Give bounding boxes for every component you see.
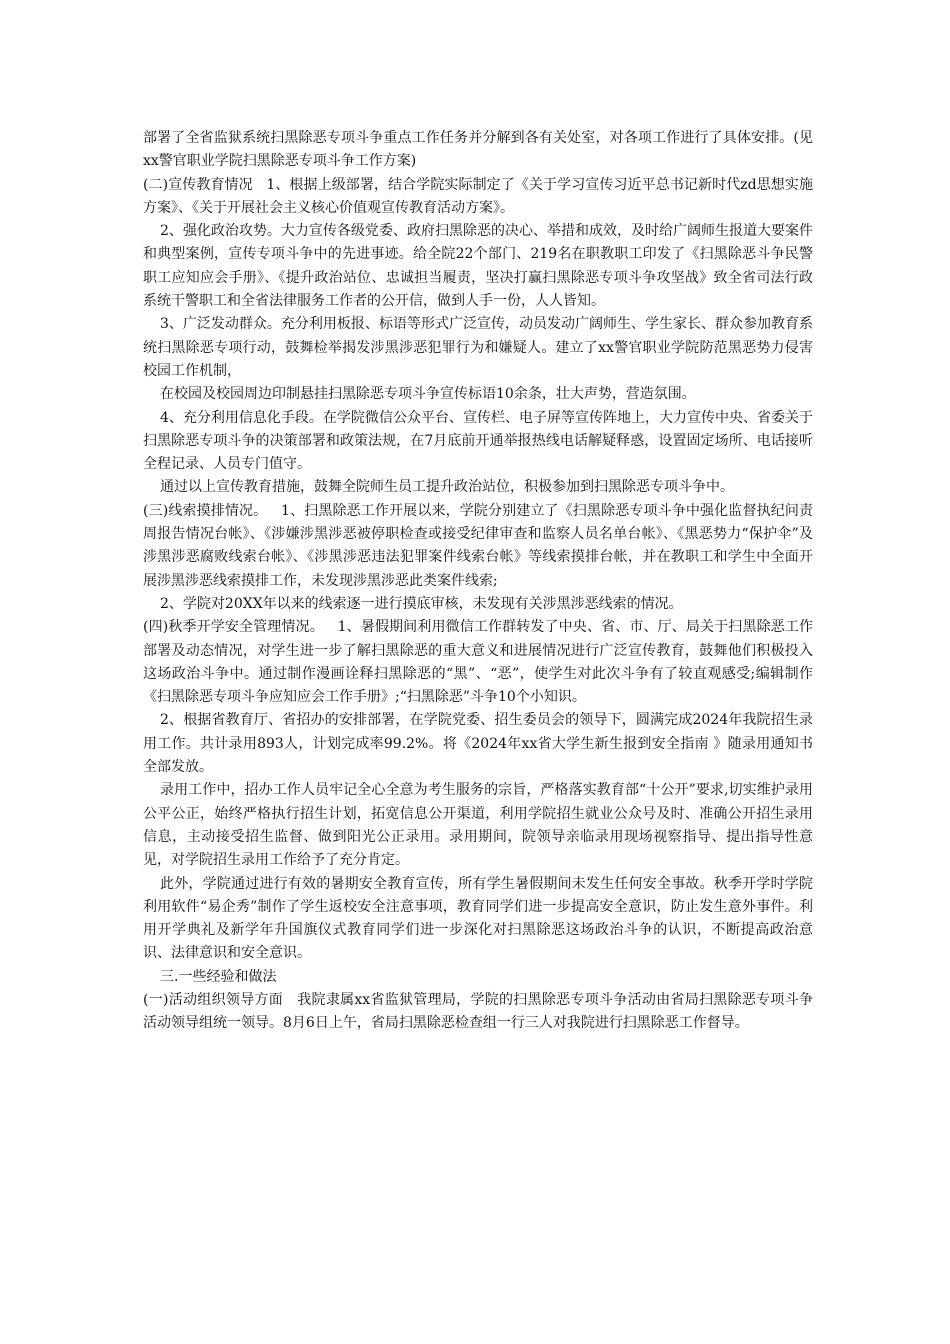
paragraph: 部署了全省监狱系统扫黑除恶专项斗争重点工作任务并分解到各有关处室，对各项工作进行了具体安排。(见xx警官职业学院扫黑除恶专项斗争工作方案) [143,130,813,170]
document-body [143,127,813,1036]
paragraph: 2、学院对20XX年以来的线索逐一进行摸底审核，未发现有关涉黑涉恶线索的情况。 [160,595,683,612]
section-heading-experience: 三.一些经验和做法 [160,968,277,985]
paragraph: 3、广泛发动群众。充分利用板报、标语等形式广泛宣传，动员发动广阔师生、学生家长、群众参加教育系统扫黑除恶专项行动，鼓舞检举揭发涉黑涉恶犯罪行为和嫌疑人。建立了xx警官职业学院防范黑恶势力侵害校园工作机制， [143,316,813,379]
section-heading-publicity: (二)宣传教育情况 1、根据上级部署，结合学院实际制定了《关于学习宣传习近平总书记新时代zd思想实施方案》、《关于开展社会主义核心价值观宣传教育活动方案》。 [143,176,813,216]
paragraph: 录用工作中，招办工作人员牢记全心全意为考生服务的宗旨，严格落实教育部“十公开”要求,切实维护录用公平公正，始终严格执行招生计划，拓宽信息公开渠道，利用学院招生就业公众号及时、准确公开招生录用信息，主动接受招生监督、做到阳光公正录用。录用期间，院领导亲临录用现场视察指导、提出指导性意见，对学院招生录用工作给予了充分肯定。 [143,782,813,869]
paragraph: 此外，学院通过进行有效的暑期安全教育宣传，所有学生暑假期间未发生任何安全事故。秋季开学时学院利用软件“易企秀”制作了学生返校安全注意事项，教育同学们进一步提高安全意识，防止发生意外事件。利用开学典礼及新学年升国旗仪式教育同学们进一步深化对扫黑除恶这场政治斗争的认识，不断提高政治意识、法律意识和安全意识。 [143,875,813,962]
paragraph: 2、强化政治攻势。大力宣传各级党委、政府扫黑除恶的决心、举措和成效，及时给广阔师生报道大要案件和典型案例，宣传专项斗争中的先进事迹。给全院22个部门、219名在职教职工印发了《扫黑除恶斗争民警职工应知应会手册》、《提升政治站位、忠诚担当履责，坚决打赢扫黑除恶专项斗争攻坚战》致全省司法行政系统干警职工和全省法律服务工作者的公开信，做到人手一份，人人皆知。 [143,223,813,310]
paragraph: 通过以上宣传教育措施，鼓舞全院师生员工提升政治站位，积极参加到扫黑除恶专项斗争中。 [160,479,734,496]
paragraph: 在校园及校园周边印制悬挂扫黑除恶专项斗争宣传标语10余条，壮大声势，营造氛围。 [160,386,696,403]
paragraph: 4、充分利用信息化手段。在学院微信公众平台、宣传栏、电子屏等宣传阵地上，大力宣传中央、省委关于扫黑除恶专项斗争的决策部署和政策法规，在7月底前开通举报热线电话解疑释惑，设置固定场所、电话接听全程记录、人员专门值守。 [143,409,813,473]
section-heading-clues: (三)线索摸排情况。 1、扫黑除恶工作开展以来，学院分别建立了《扫黑除恶专项斗争中强化监督执纪问责周报告情况台帐》、《涉嫌涉黑涉恶被停职检查或接受纪律审查和监察人员名单台帐》、《黑恶势力“保护伞”及涉黑涉恶腐败线索台帐》、《涉黑涉恶违法犯罪案件线索台帐》等线索摸排台帐，并在教职工和学生中全面开展涉黑涉恶线索摸排工作，未发现涉黑涉恶此类案件线索; [143,502,813,589]
paragraph: 2、根据省教育厅、省招办的安排部署，在学院党委、招生委员会的领导下，圆满完成2024年我院招生录用工作。共计录用893人，计划完成率99.2%。将《2024年xx省大学生新生报到安全指南 》随录用通知书全部发放。 [143,712,813,776]
section-heading-leadership: (一)活动组织领导方面 我院隶属xx省监狱管理局，学院的扫黑除恶专项斗争活动由省局扫黑除恶专项斗争活动领导组统一领导。8月6日上午，省局扫黑除恶检查组一行三人对我院进行扫黑除恶工作督导。 [143,991,813,1032]
section-heading-safety: (四)秋季开学安全管理情况。 1、暑假期间利用微信工作群转发了中央、省、市、厅、局关于扫黑除恶工作部署及动态情况，对学生进一步了解扫黑除恶的重大意义和进展情况进行广泛宣传教育，鼓舞他们积极投入这场政治斗争中。通过制作漫画诠释扫黑除恶的“黑”、“恶”，使学生对此次斗争有了较直观感受;编辑制作《扫黑除恶专项斗争应知应会工作手册》;“扫黑除恶”斗争10个小知识。 [143,619,813,706]
